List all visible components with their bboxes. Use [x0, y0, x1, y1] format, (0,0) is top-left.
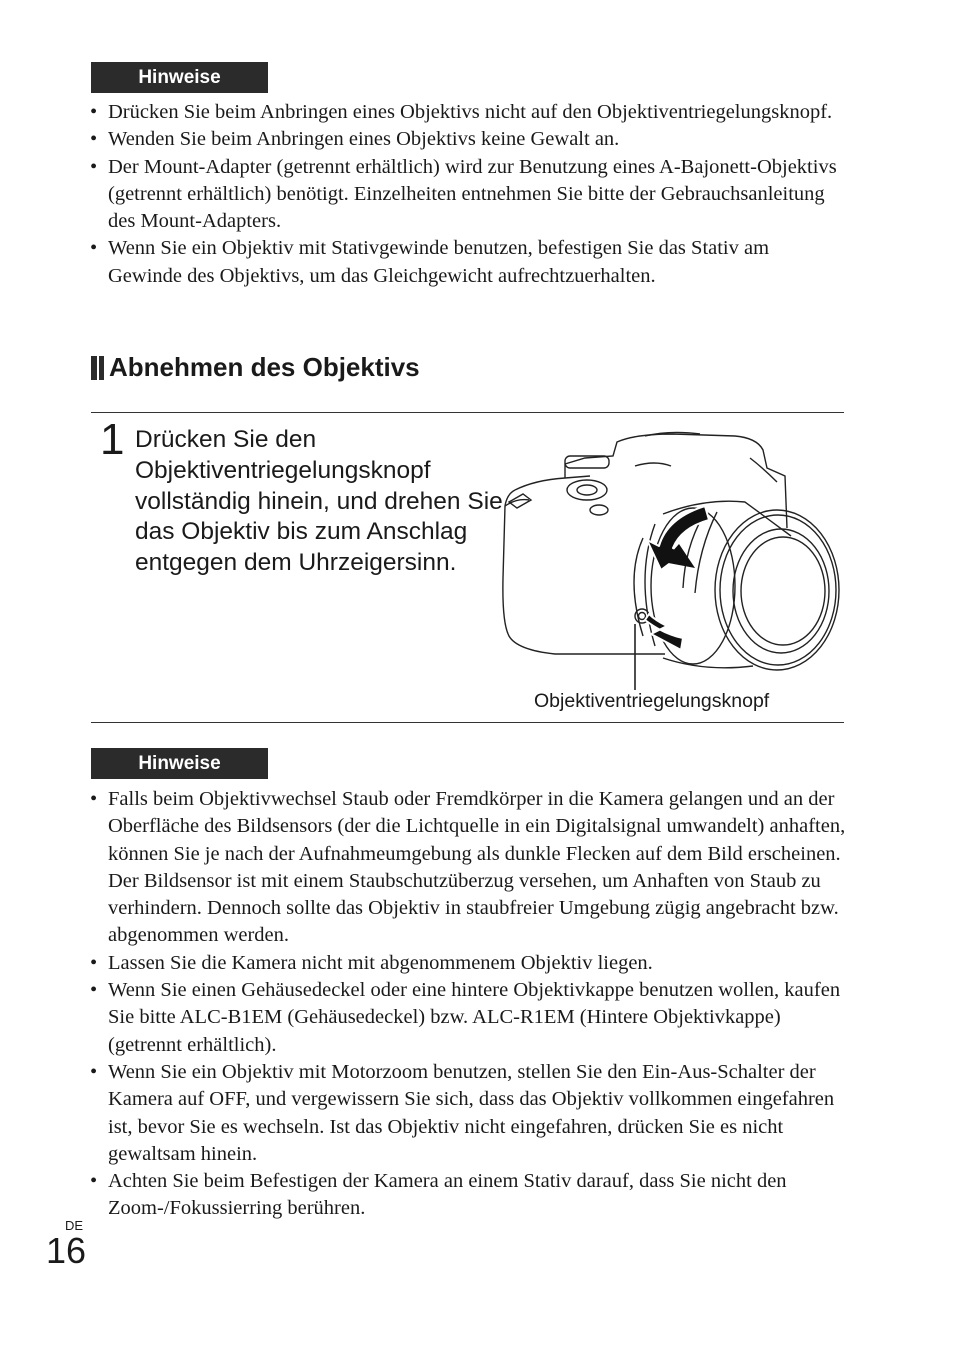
notes-list — [88, 786, 848, 1223]
page-number: 16 — [46, 1230, 87, 1271]
list-item: • Achten Sie beim Befestigen der Kamera an einem Stativ darauf, dass Sie nicht den Zoom-/Fokussierring berühren. — [88, 1168, 848, 1223]
divider — [91, 722, 844, 723]
camera-illustration — [495, 428, 845, 690]
step-instruction: Drücken Sie den Objektiventriegelungsknopf vollständig hinein, und drehen Sie das Objektiv bis zum Anschlag entgegen dem Uhrzeigersinn. — [135, 426, 503, 577]
notes-list — [88, 99, 848, 290]
page-language: DE — [65, 1218, 84, 1233]
list-item: • Wenn Sie einen Gehäusedeckel oder eine hintere Objektivkappe benutzen wollen, kaufen Sie bitte ALC-B1EM (Gehäusedeckel) bzw. ALC-R1EM (Hintere Objektivkappe) (getrennt erhältlich). — [88, 977, 848, 1059]
callout-label: Objektiventriegelungsknopf — [534, 690, 770, 712]
list-item: • Lassen Sie die Kamera nicht mit abgenommenem Objektiv liegen. — [88, 950, 848, 977]
list-item: • Wenn Sie ein Objektiv mit Stativgewinde benutzen, befestigen Sie das Stativ am Gewinde des Objektivs, um das Gleichgewicht aufrechtzuerhalten. — [88, 235, 848, 290]
list-item: • Wenn Sie ein Objektiv mit Motorzoom benutzen, stellen Sie den Ein-Aus-Schalter der Kamera auf OFF, und vergewissern Sie sich, dass das Objektiv vollkommen eingefahren ist, bevor Sie es wechseln. Ist das Objektiv nicht eingefahren, drücken Sie es nicht gewaltsam hinein. — [88, 1059, 848, 1168]
list-item: • Falls beim Objektivwechsel Staub oder Fremdkörper in die Kamera gelangen und an der Oberfläche des Bildsensors (der die Lichtquelle in ein Digitalsignal umwandelt) anhaften, können Sie je nach der Aufnahmeumgebung als dunkle Flecken auf dem Bild erscheinen. Der Bildsensor ist mit einem Staubschutzüberzug versehen, um Anhaften von Staub zu verhindern. Dennoch sollte das Objektiv in staubfreier Umgebung zügig angebracht bzw. abgenommen werden. — [88, 786, 848, 950]
section-marker-icon — [91, 356, 104, 380]
step-number: 1 — [100, 415, 125, 464]
list-item: • Wenden Sie beim Anbringen eines Objektivs keine Gewalt an. — [88, 126, 848, 153]
notes-badge: Hinweise — [91, 62, 268, 93]
divider — [91, 412, 844, 413]
list-item: • Der Mount-Adapter (getrennt erhältlich) wird zur Benutzung eines A-Bajonett-Objektivs (getrennt erhältlich) benötigt. Einzelheiten entnehmen Sie bitte der Gebrauchsanleitung des Mount-Adapters. — [88, 154, 848, 236]
list-item: • Drücken Sie beim Anbringen eines Objektivs nicht auf den Objektiventriegelungsknopf. — [88, 99, 848, 126]
notes-badge: Hinweise — [91, 748, 268, 779]
section-heading — [91, 352, 420, 383]
section-title: Abnehmen des Objektivs — [109, 352, 420, 382]
